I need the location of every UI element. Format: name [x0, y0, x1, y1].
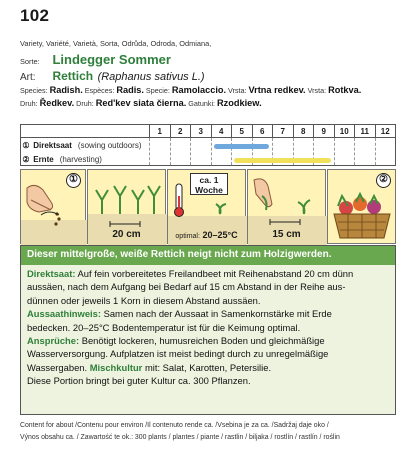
calendar-month: 9 — [313, 125, 334, 137]
species-lang-label: Druh: — [76, 99, 94, 108]
species-lang-label: Gatunki: — [188, 99, 216, 108]
variety-label: Sorte: — [20, 57, 40, 66]
species-line — [20, 98, 262, 108]
calendar-month: 1 — [149, 125, 170, 137]
species-name: Red'kev siata čierna. — [95, 98, 187, 108]
info-body — [27, 267, 393, 388]
species-lang-label: Espèces: — [84, 86, 115, 95]
species-lang-label: Vrsta: — [307, 86, 327, 95]
info-line — [27, 267, 393, 280]
info-line — [27, 321, 393, 334]
row-spacing-caption: 20 cm — [112, 229, 141, 240]
step-thinning — [247, 169, 326, 244]
species-line — [20, 85, 361, 95]
calendar-row-english: (harvesting) — [59, 155, 102, 164]
calendar-row-label: Direktsaat — [33, 141, 72, 150]
info-line — [27, 334, 393, 347]
calendar-row — [21, 153, 395, 167]
packet-number: 102 — [20, 6, 50, 25]
species-name: Radish. — [49, 85, 83, 95]
art-label: Art: — [20, 72, 36, 83]
calendar-month: 7 — [272, 125, 293, 137]
sowing-calendar — [20, 124, 396, 166]
step-harvest — [327, 169, 396, 244]
info-line — [27, 280, 393, 293]
optimal-temperature — [168, 230, 245, 240]
info-line — [27, 374, 393, 387]
species-lang-label: Specie: — [145, 86, 170, 95]
step-number-2: ② — [376, 173, 391, 188]
week-text-line2: Woche — [195, 185, 223, 195]
cultivation-info — [20, 245, 396, 415]
info-line — [27, 294, 393, 307]
vegetable-basket-icon — [328, 170, 397, 245]
calendar-month: 2 — [170, 125, 191, 137]
info-text: Diese Portion bringt bei guter Kultur ca. 300 Pflanzen. — [27, 375, 251, 387]
calendar-period-bar — [214, 144, 270, 149]
species-lang-label: Vrsta: — [228, 86, 247, 95]
footer-line-2: Výnos obsahu ca. / Zawartość te ok.: 300 plants / plantes / piante / rastlin / biljaka / rostlín / rastlín / roślin — [20, 434, 340, 441]
calendar-row-symbol: ② — [22, 155, 30, 164]
species-name: Ředkev. — [39, 98, 75, 108]
calendar-row — [21, 139, 395, 153]
variety-name: Lindegger Sommer — [52, 52, 171, 67]
calendar-month: 10 — [334, 125, 355, 137]
info-headline: Dieser mittelgroße, weiße Rettich neigt nicht zum Holzigwerden. — [21, 246, 395, 265]
calendar-period-bar — [234, 158, 331, 163]
calendar-month: 5 — [231, 125, 252, 137]
art-row — [20, 67, 205, 85]
calendar-month: 11 — [354, 125, 375, 137]
info-line — [27, 307, 393, 320]
species-name: Radis. — [116, 85, 144, 95]
thinning-spacing-caption: 15 cm — [272, 229, 301, 240]
species-name: Rotkva. — [328, 85, 362, 95]
species-name: Rzodkiew. — [217, 98, 262, 108]
calendar-month: 4 — [211, 125, 232, 137]
instruction-steps — [20, 169, 396, 244]
calendar-row-label: Ernte — [33, 155, 54, 164]
info-heading: Ansprüche: — [27, 335, 80, 347]
week-text-line1: ca. 1 — [199, 175, 219, 185]
calendar-month: 6 — [252, 125, 273, 137]
info-heading: Direktsaat: — [27, 268, 76, 279]
footer-line-1: Content for about /Contenu pour environ /Il contenuto rende ca. /Vsebina je za ca. /Sadržaj daje oko / — [20, 422, 329, 429]
calendar-month-header — [21, 125, 395, 138]
variety-label-languages: Variety, Variété, Varietà, Sorta, Odrůda, Odroda, Odmiana, — [20, 39, 212, 48]
art-name: Rettich — [52, 69, 94, 83]
species-name: Vrtna redkev. — [248, 85, 306, 95]
species-lang-label: Species: — [20, 86, 48, 95]
calendar-month: 12 — [375, 125, 396, 137]
info-text: Wassergaben. — [27, 361, 90, 373]
step-sowing — [20, 169, 86, 244]
info-text: mit: Salat, Karotten, Petersilie. — [142, 361, 272, 373]
info-text: bedecken. 20–25°C Bodentemperatur ist für die Keimung optimal. — [27, 321, 301, 333]
calendar-month: 3 — [190, 125, 211, 137]
species-name: Ramolaccio. — [171, 85, 227, 95]
info-text: Wasserversorgung. Aufplatzen ist meist bedingt durch zu unregelmäßige — [27, 348, 329, 360]
info-line — [27, 361, 393, 374]
info-text: aussäen, nach dem Aufgang bei Bedarf auf 15 cm Abstand in der Reihe aus- — [27, 281, 346, 293]
info-text: Samen nach der Aussaat in Samenkornstärke mit Erde — [100, 308, 332, 320]
optimal-value: 20–25°C — [202, 230, 238, 240]
calendar-month: 8 — [293, 125, 314, 137]
step-row-spacing — [87, 169, 166, 244]
info-text: dünnen oder jeweils 1 Korn in diesem Abstand aussäen. — [27, 294, 261, 306]
info-text: Auf fein vorbereitetes Freilandbeet mit Reihenabstand 20 cm dünn — [75, 268, 354, 279]
info-heading: Mischkultur — [89, 361, 143, 373]
step-number-1: ① — [66, 173, 81, 188]
step-germination — [167, 169, 246, 244]
info-text: Benötigt lockeren, humusreichen Boden und gleichmäßige — [79, 335, 325, 347]
optimal-label: optimal: — [175, 233, 200, 240]
info-line — [27, 347, 393, 360]
calendar-row-english: (sowing outdoors) — [77, 141, 142, 150]
calendar-row-symbol: ① — [22, 141, 30, 150]
species-lang-label: Druh: — [20, 99, 38, 108]
info-heading: Aussaathinweis: — [27, 308, 101, 320]
hand-sowing-icon — [21, 170, 87, 245]
latin-name: (Raphanus sativus L.) — [97, 71, 205, 83]
